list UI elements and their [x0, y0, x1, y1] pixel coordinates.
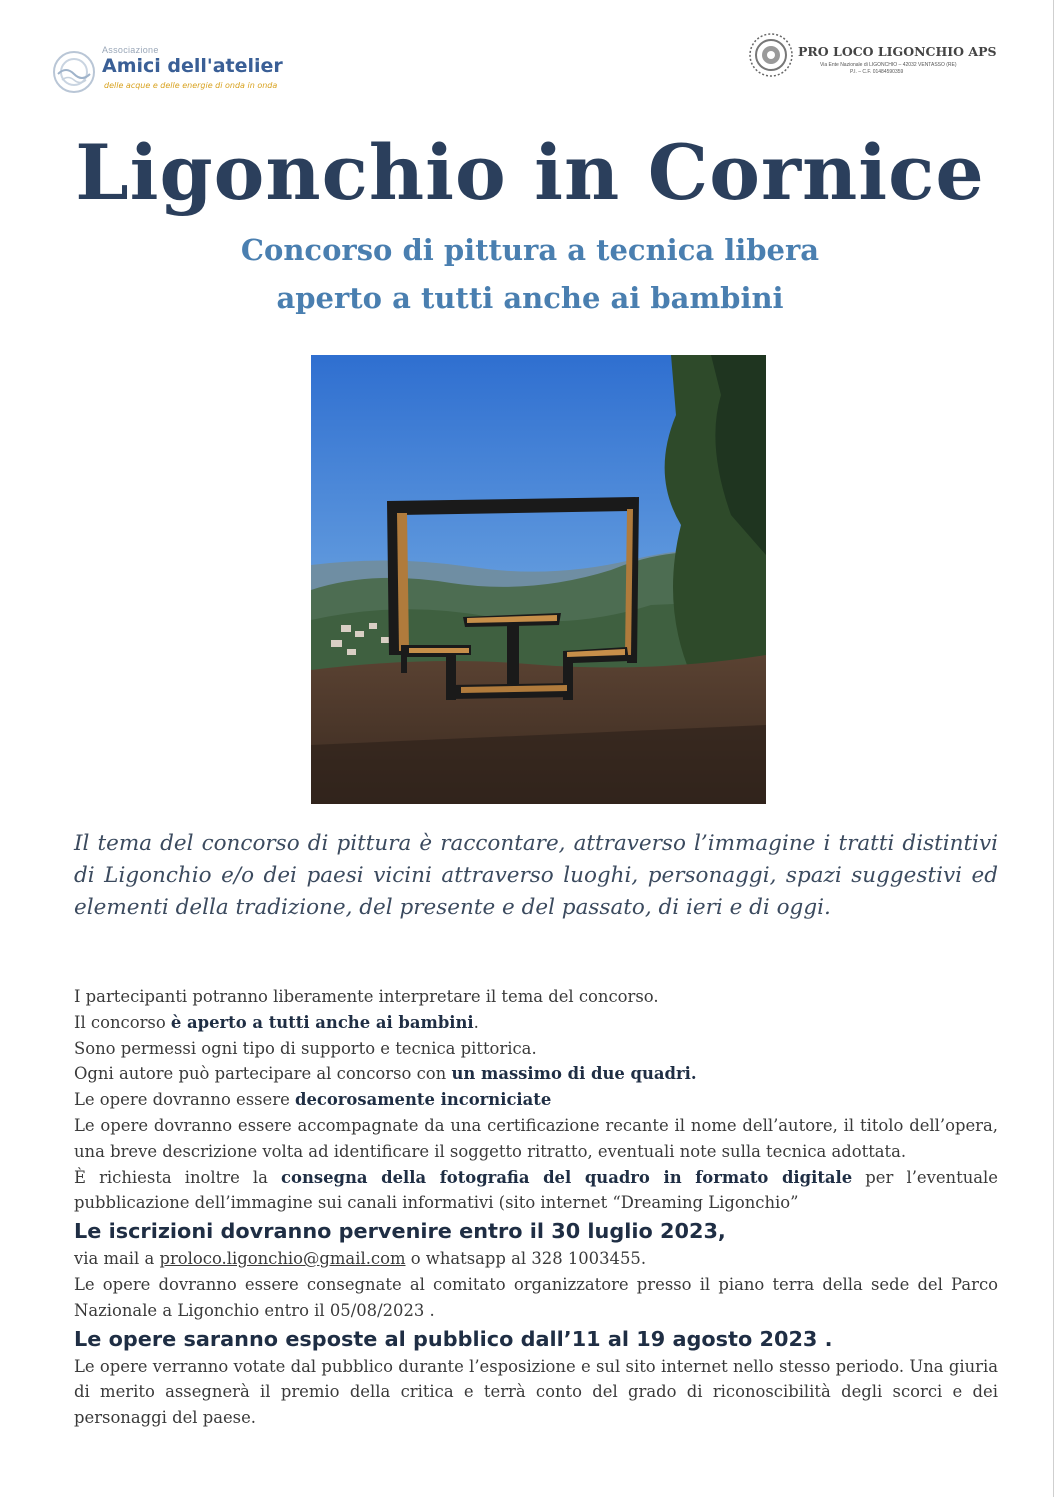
rule-max-paintings: Ogni autore può partecipare al concorso con un massimo di due quadri. — [74, 1064, 697, 1084]
amici-atelier-logo — [52, 44, 302, 102]
rule-certification: Le opere dovranno essere accompagnate da una certificazione recante il nome dell’autore, il titolo dell’opera, una breve descrizione volta ad identificare il soggetto ritratto, eventuali note sulla tecnica adottata. — [74, 1115, 998, 1161]
delivery-info: Le opere dovranno essere consegnate al comitato organizzatore presso il piano terra della sede del Parco Nazionale a Ligonchio entro il 05/08/2023 . — [74, 1274, 998, 1320]
rule-support: Sono permessi ogni tipo di supporto e tecnica pittorica. — [74, 1038, 537, 1058]
intro-paragraph: Il tema del concorso di pittura è raccontare, attraverso l’immagine i tratti distintivi di Ligonchio e/o dei paesi vicini attraverso luoghi, personaggi, spazi suggestivi ed elementi della tradizione, del presente e del passato, di ieri e di oggi. — [74, 831, 998, 920]
pro-loco-tax-id: P.I. – C.F. 01484590359 — [850, 69, 904, 75]
exhibition-dates: Le opere saranno esposte al pubblico dall’11 al 19 agosto 2023 . — [74, 1326, 833, 1351]
pro-loco-emblem-icon — [748, 32, 794, 78]
rule-framed: Le opere dovranno essere decorosamente incorniciate — [74, 1090, 552, 1110]
subtitle-line-2: aperto a tutti anche ai bambini — [276, 281, 784, 315]
logo-association-label: Associazione — [102, 45, 159, 55]
page-edge — [1053, 0, 1054, 1497]
rule-open-to-all: Il concorso è aperto a tutti anche ai bambini. — [74, 1012, 479, 1032]
pro-loco-logo — [748, 32, 1008, 84]
landscape-frame-photo — [311, 355, 766, 804]
logo-name: Amici dell'atelier — [102, 55, 283, 77]
registration-contact: via mail a proloco.ligonchio@gmail.com o whatsapp al 328 1003455. — [74, 1249, 647, 1269]
registration-deadline: Le iscrizioni dovranno pervenire entro il 30 luglio 2023, — [74, 1219, 726, 1244]
subtitle-line-1: Concorso di pittura a tecnica libera — [240, 233, 820, 267]
logo-tagline: delle acque e delle energie di onda in onda — [104, 81, 278, 90]
rule-theme: I partecipanti potranno liberamente interpretare il tema del concorso. — [74, 987, 659, 1006]
voting-info: Le opere verranno votate dal pubblico durante l’esposizione e sul sito internet nello stesso periodo. Una giuria di merito assegnerà il premio della critica e terrà conto del grado di riconoscibilità degli scorci e dei personaggi del paese. — [74, 1356, 998, 1428]
wave-circle-icon — [52, 50, 96, 94]
pro-loco-name: PRO LOCO LIGONCHIO APS — [798, 44, 997, 59]
rule-digital-photo: È richiesta inoltre la consegna della fotografia del quadro in formato digitale per l’eventuale pubblicazione dell’immagine sui canali informativi (sito internet “Dreaming Ligonchio” — [74, 1167, 998, 1213]
pro-loco-address: Via Ente Nazionale di LIGONCHIO – 42032 VENTASSO (RE) — [820, 62, 957, 68]
page-title: Ligonchio in Cornice — [75, 128, 985, 217]
email-link[interactable]: proloco.ligonchio@gmail.com — [159, 1249, 406, 1269]
rules-section — [74, 984, 998, 1431]
